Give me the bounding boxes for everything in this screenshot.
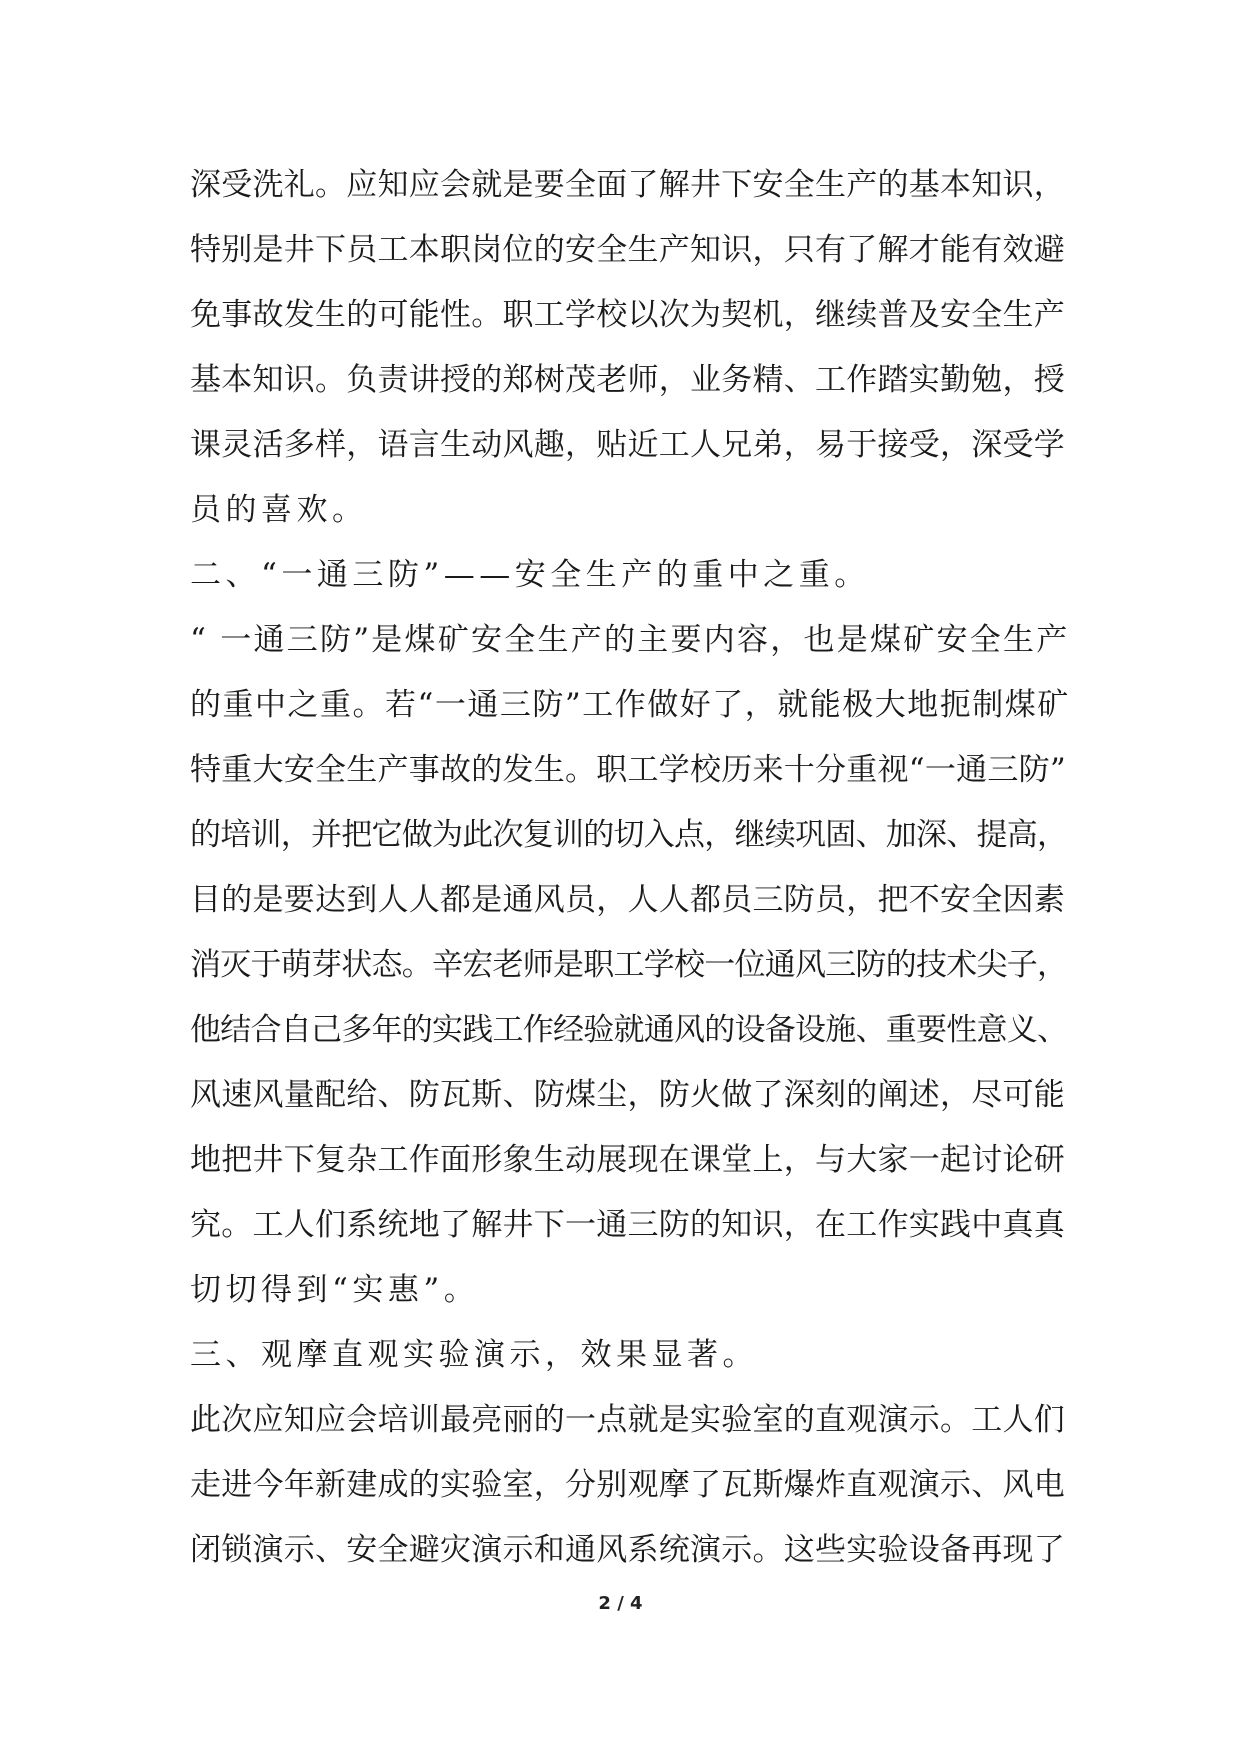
- text-line: 深受洗礼。应知应会就是要全面了解井下安全生产的基本知识，: [190, 167, 1065, 203]
- document-body: [190, 168, 1070, 1598]
- text-line: 目的是要达到人人都是通风员，人人都员三防员，把不安全因素: [190, 882, 1065, 918]
- text-line: 切切得到“实惠”。: [190, 1272, 480, 1308]
- text-line: 基本知识。负责讲授的郑树茂老师，业务精、工作踏实勤勉，授: [190, 362, 1065, 398]
- text-line: 地把井下复杂工作面形象生动展现在课堂上，与大家一起讨论研: [190, 1142, 1065, 1178]
- text-line: 此次应知应会培训最亮丽的一点就是实验室的直观演示。工人们: [190, 1402, 1065, 1438]
- text-line: 走进今年新建成的实验室，分别观摩了瓦斯爆炸直观演示、风电: [190, 1467, 1065, 1503]
- text-line: 员的喜欢。: [190, 492, 368, 528]
- text-line: 究。工人们系统地了解井下一通三防的知识，在工作实践中真真: [190, 1207, 1065, 1243]
- text-line: 的培训，并把它做为此次复训的切入点，继续巩固、加深、提高，: [190, 817, 1068, 853]
- page-number: 2 / 4: [598, 1593, 643, 1614]
- text-line: 免事故发生的可能性。职工学校以次为契机，继续普及安全生产: [190, 297, 1065, 333]
- text-line: 消灭于萌芽状态。辛宏老师是职工学校一位通风三防的技术尖子，: [190, 947, 1068, 983]
- text-line: “ 一通三防”是煤矿安全生产的主要内容，也是煤矿安全生产: [190, 622, 1070, 658]
- text-line: 的重中之重。若“一通三防”工作做好了，就能极大地扼制煤矿: [190, 687, 1070, 723]
- section-heading: 二、“一通三防”——安全生产的重中之重。: [190, 557, 870, 593]
- text-line: 闭锁演示、安全避灾演示和通风系统演示。这些实验设备再现了: [190, 1532, 1065, 1568]
- text-line: 课灵活多样，语言生动风趣，贴近工人兄弟，易于接受，深受学: [190, 427, 1065, 463]
- text-line: 他结合自己多年的实践工作经验就通风的设备设施、重要性意义、: [190, 1012, 1068, 1048]
- text-line: 特别是井下员工本职岗位的安全生产知识，只有了解才能有效避: [190, 232, 1065, 268]
- text-line: 风速风量配给、防瓦斯、防煤尘，防火做了深刻的阐述，尽可能: [190, 1077, 1065, 1113]
- text-line: 特重大安全生产事故的发生。职工学校历来十分重视“一通三防”: [190, 752, 1066, 788]
- section-heading: 三、观摩直观实验演示，效果显著。: [190, 1337, 758, 1373]
